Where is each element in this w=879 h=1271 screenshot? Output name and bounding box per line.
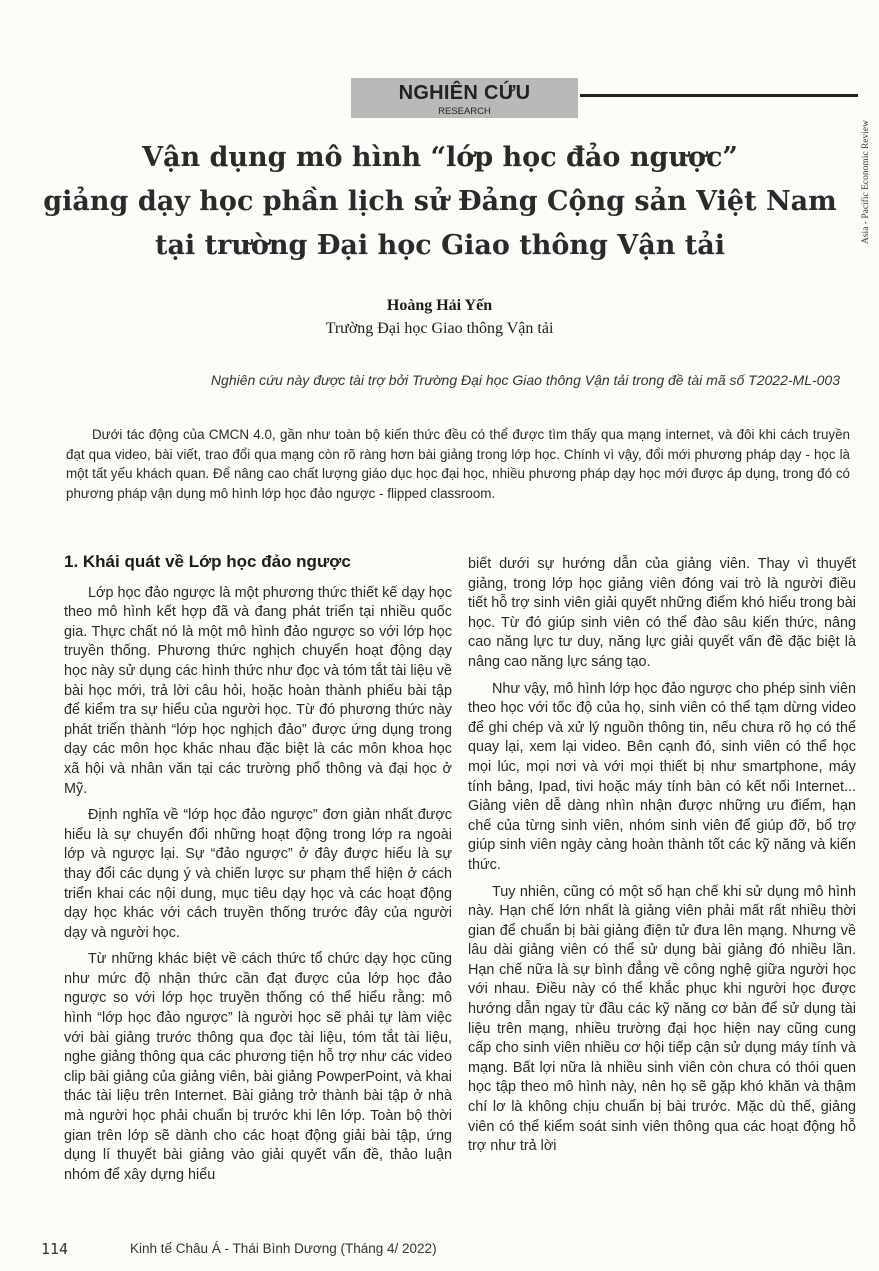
author-name: Hoàng Hải Yến — [386, 297, 493, 314]
section-heading: 1. Khái quát về Lớp học đảo ngược — [64, 552, 351, 571]
funding-note: Nghiên cứu này được tài trợ bởi Trường Đại học Giao thông Vận tải trong đề tài mã số T2022-ML-003 — [210, 372, 840, 388]
article-title — [40, 136, 840, 268]
journal-footer: Kinh tế Châu Á - Thái Bình Dương (Tháng 4/ 2022) — [130, 1241, 437, 1256]
abstract: Dưới tác động của CMCN 4.0, gần như toàn bộ kiến thức đều có thể được tìm thấy qua mạng internet, và đôi khi cách truyền đạt qua video, bài viết, trao đổi qua mạng còn rõ ràng hơn bài giảng trong lớp học. Chính vì vậy, đổi mới phương pháp dạy - học là một tất yếu khách quan. Để nâng cao chất lượng giáo dục học đại học, nhiều phương pháp dạy học mới được áp dụng, trong đó có phương pháp vận dụng mô hình lớp học đảo ngược - flipped classroom. — [66, 427, 850, 501]
header-rule — [580, 94, 858, 97]
title-line: Vận dụng mô hình “lớp học đảo ngược” — [142, 142, 738, 173]
right-column — [468, 555, 856, 1164]
title-line: giảng dạy học phần lịch sử Đảng Cộng sản Việt Nam — [43, 186, 837, 217]
body-paragraph: biết dưới sự hướng dẫn của giảng viên. Thay vì thuyết giảng, trong lớp học giảng viên đóng vai trò là người điều tiết hỗ trợ sinh viên giải quyết những điểm khó hiểu trong bài học. Từ đó giúp sinh viên có thể đào sâu kiến thức, nâng cao năng lực tư duy, năng lực giải quyết vấn đề đặc biệt là nâng cao năng lực sáng tạo. — [468, 556, 856, 670]
journal-side-label: Asia - Pacific Economic Review — [861, 120, 871, 244]
section-label: NGHIÊN CỨU — [398, 82, 531, 104]
left-column — [64, 552, 452, 1192]
body-paragraph: Định nghĩa về “lớp học đảo ngược” đơn giản nhất được hiểu là sự chuyển đổi những hoạt động trong lớp ra ngoài lớp và ngược lại. Sự “đảo ngược” ở đây được hiểu là sự thay đổi các dụng ý và chiến lược sư phạm thể hiện ở cách triển khai các nội dung, mục tiêu dạy học và các hoạt động dạy học khác với cách truyền thống trước đây của người dạy và người học. — [64, 807, 452, 941]
body-paragraph: Tuy nhiên, cũng có một số hạn chế khi sử dụng mô hình này. Hạn chế lớn nhất là giảng viên phải mất rất nhiều thời gian để chuẩn bị bài giảng điện tử đưa lên mạng. Nhưng về lâu dài giảng viên có thể sử dụng bài giảng đó nhiều lần. Hạn chế nữa là sự bình đẳng về công nghệ giữa người học với nhau. Điều này có thể khắc phục khi người học được hướng dẫn ngay từ đầu các kỹ năng cơ bản để sử dụng tài liệu trên mạng, nhiều trường đại học hiện nay cũng cung cấp cho sinh viên nhiều cơ hội tiếp cận sử dụng máy tính và mạng. Bất lợi nữa là nhiều sinh viên còn chưa có thói quen học tập theo mô hình này, nên họ sẽ gặp khó khăn và thậm chí lơ là không chịu chuẩn bị bài trước. Mặc dù thế, giảng viên có thể kiểm soát sinh viên thông qua các hoạt động hỗ trợ như trả lời — [468, 883, 856, 1155]
title-line: tại trường Đại học Giao thông Vận tải — [154, 230, 726, 261]
body-paragraph: Từ những khác biệt về cách thức tổ chức dạy học cũng như mức độ nhận thức cần đạt được của lớp học đảo ngược so với lớp học truyền thống có thể hiểu rằng: mô hình “lớp học đảo ngược” là người học sẽ phải tự làm việc với bài giảng trước thông qua đọc tài liệu, tóm tắt tài liệu, nghe giảng thông qua các phương tiện hỗ trợ như các video clip bài giảng của giảng viên, bài giảng PowperPoint, và khai thác tài liệu trên Internet. Bài giảng trở thành bài tập ở nhà mà người học phải chuẩn bị trước khi lên lớp. Toàn bộ thời gian trên lớp sẽ dành cho các hoạt động giải bài tập, ứng dụng lí thuyết bài giảng vào giải quyết vấn đề, thảo luận nhóm để xây dựng hiểu — [64, 951, 452, 1183]
body-paragraph: Như vậy, mô hình lớp học đảo ngược cho phép sinh viên theo học với tốc độ của họ, sinh viên có thể tạm dừng video để ghi chép và xử lý nguồn thông tin, nếu chưa rõ họ có thể quay lại, xem lại video. Bên cạnh đó, sinh viên có thể học mọi lúc, mọi nơi và với mọi thiết bị như smartphone, máy tính bảng, Ipad, tivi hoặc máy tính bàn có kết nối Internet... Giảng viên dễ dàng nhìn nhận được những ưu điểm, hạn chế của từng sinh viên, nhóm sinh viên để giúp đỡ, bổ trợ giúp sinh viên ngày càng hoàn thành tốt các kỹ năng và kiến thức. — [468, 680, 856, 873]
author-affiliation: Trường Đại học Giao thông Vận tải — [325, 320, 554, 337]
section-label-en: RESEARCH — [438, 106, 491, 117]
body-paragraph: Lớp học đảo ngược là một phương thức thiết kế dạy học theo mô hình kết hợp đã và đang phát triển tại nhiều quốc gia. Thực chất nó là một mô hình đảo ngược so với lớp học truyền thống. Phương thức nghịch chuyển hoạt động dạy học này sử dụng các hình thức như đọc và tóm tắt tài liệu về bài học mới, trả lời câu hỏi, hoặc hoàn thành phiếu bài tập để kiểm tra sự hiểu của người học. Từ đó phương thức này phát triển thành “lớp học nghịch đảo” được ứng dụng trong dạy các môn học khác nhau đặc biệt là các môn khoa học xã hội và nhân văn tại các trường phổ thông và đại học ở Mỹ. — [64, 584, 452, 797]
page-number: 114 — [41, 1240, 69, 1258]
